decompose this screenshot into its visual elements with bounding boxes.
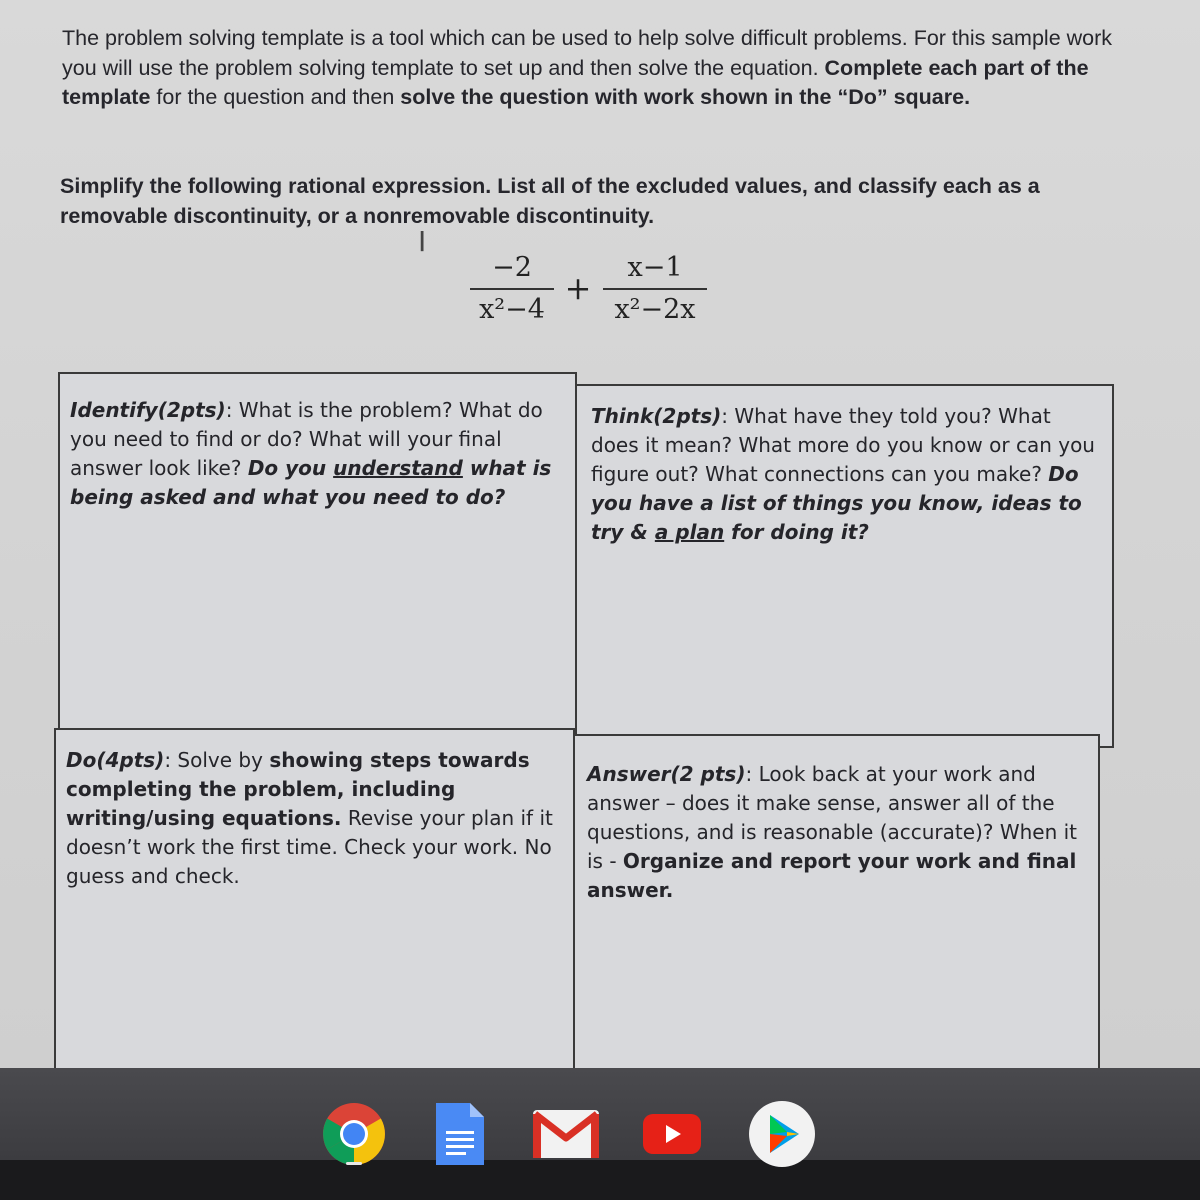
answer-box[interactable] — [573, 734, 1100, 1068]
identify-text: : What is the problem? What do you need to find or do? What will your final answer look like? — [70, 398, 543, 480]
docs-icon[interactable] — [424, 1098, 496, 1170]
think-heading: Think(2pts) — [591, 404, 722, 428]
fraction-2-numerator: x−1 — [627, 252, 683, 283]
gmail-icon[interactable] — [530, 1098, 602, 1170]
do-box[interactable] — [54, 728, 575, 1068]
problem-solving-template — [58, 372, 1114, 1068]
do-text-1: : Solve by — [164, 748, 270, 772]
intro-bold-text-2: solve the question with work shown in the “Do” square. — [400, 85, 971, 109]
do-heading: Do(4pts) — [66, 748, 165, 772]
intro-text: The problem solving template is a tool which can be used to help solve difficult problems. For this sample work you will use the problem solving template to set up and then solve the equation. — [62, 26, 1113, 80]
intro-bold-text: Complete each part of the template — [62, 55, 1089, 109]
youtube-icon[interactable] — [636, 1098, 708, 1170]
intro-text-2: for the question and then — [150, 85, 401, 109]
fraction-2-denominator: x²−2x — [614, 294, 696, 325]
think-emphasis-underlined: a plan — [654, 520, 725, 544]
identify-heading: Identify(2pts) — [70, 398, 226, 422]
think-box[interactable] — [575, 384, 1114, 748]
rational-expression — [470, 250, 730, 340]
think-text: : What have they told you? What does it mean? What more do you know or can you figure out? What connections can you make? — [591, 404, 1095, 486]
fraction-1 — [470, 250, 554, 328]
instructions-paragraph — [62, 24, 1122, 113]
text-cursor-icon: I — [418, 225, 427, 258]
fraction-1-denominator: x²−4 — [479, 294, 545, 325]
fraction-2 — [603, 250, 707, 328]
answer-heading: Answer(2 pts) — [587, 762, 746, 786]
think-emphasis-2: for doing it? — [724, 520, 869, 544]
play-store-icon[interactable] — [746, 1098, 818, 1170]
answer-text-1: : Look back at your work and answer – does it make sense, answer all of the questions, and is reasonable (accurate)? When it is - — [587, 762, 1078, 873]
task-prompt: Simplify the following rational expression. List all of the excluded values, and classify each as a removable discontinuity, or a nonremovable discontinuity. — [60, 174, 1040, 228]
identify-box[interactable] — [58, 372, 577, 730]
plus-operator: + — [564, 269, 592, 307]
identify-emphasis-underlined: understand — [333, 456, 463, 480]
do-text-2: Revise your plan if it doesn’t work the first time. Check your work. No guess and check. — [66, 806, 553, 888]
chrome-running-indicator — [346, 1162, 362, 1165]
think-emphasis-1: Do you have a list of things you know, ideas to try & — [591, 462, 1082, 544]
fraction-1-bar — [470, 288, 554, 290]
fraction-1-numerator: −2 — [492, 252, 532, 283]
fraction-2-bar — [603, 288, 707, 290]
identify-emphasis-2: what is being asked and what you need to do? — [70, 456, 552, 509]
answer-bold-text: Organize and report your work and final answer. — [587, 849, 1077, 902]
do-bold-text: showing steps towards completing the problem, including writing/using equations. — [66, 748, 530, 830]
chrome-icon[interactable] — [318, 1098, 390, 1170]
identify-emphasis-1: Do you — [247, 456, 334, 480]
